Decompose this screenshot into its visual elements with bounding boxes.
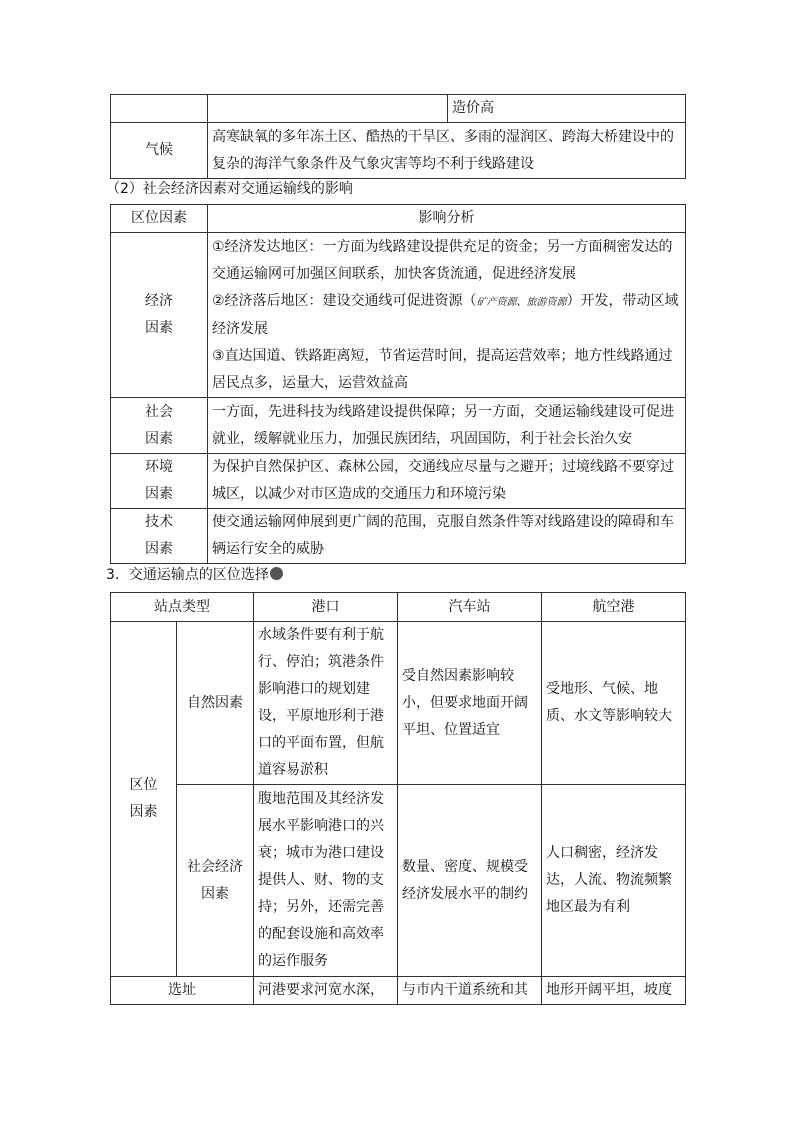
station-location-table <box>110 592 686 1005</box>
socioeconomic-table <box>110 204 686 564</box>
site-airport: 地形开阔平坦，坡度 <box>542 977 686 1005</box>
header-factor: 区位因素 <box>111 205 208 233</box>
site-port: 河港要求河宽水深， <box>254 977 398 1005</box>
section2-heading: （2）社会经济因素对交通运输线的影响 <box>106 181 353 197</box>
header-station-type: 站点类型 <box>111 593 254 622</box>
technology-analysis: 使交通运输网伸展到更广阔的范围，克服自然条件等对线路建设的障碍和车辆运行安全的威胁 <box>208 509 686 564</box>
climate-label: 气候 <box>111 123 208 179</box>
header-analysis: 影响分析 <box>208 205 686 233</box>
header-airport: 航空港 <box>542 593 686 622</box>
cost-cell: 造价高 <box>448 95 686 123</box>
technology-label: 技术 因素 <box>111 509 208 564</box>
environment-analysis: 为保护自然保护区、森林公园，交通线应尽量与之避开；过境线路不要穿过城区，以减少对市区造成的交通压力和环境污染 <box>208 454 686 509</box>
social-economic-label: 社会经济 因素 <box>177 785 254 977</box>
social-airport: 人口稠密，经济发达，人流、物流频繁地区最为有利 <box>542 785 686 977</box>
header-bus-station: 汽车站 <box>398 593 542 622</box>
economic-p1: ①经济发达地区：一方面为线路建设提供充足的资金；另一方面稠密发达的交通运输网可加强区间联系，加快客货流通，促进经济发展 <box>212 238 673 282</box>
empty-cell <box>208 95 448 123</box>
environment-label: 环境 因素 <box>111 454 208 509</box>
site-label: 选址 <box>111 977 254 1005</box>
site-bus: 与市内干道系统和其 <box>398 977 542 1005</box>
social-bus: 数量、密度、规模受经济发展水平的制约 <box>398 785 542 977</box>
climate-table <box>110 94 686 179</box>
empty-cell <box>111 95 208 123</box>
social-analysis: 一方面，先进科技为线路建设提供保障；另一方面，交通运输线建设可促进就业，缓解就业压力，加强民族团结，巩固国防，利于社会长治久安 <box>208 398 686 454</box>
climate-text: 高寒缺氧的多年冻土区、酷热的干旱区、多雨的湿润区、跨海大桥建设中的复杂的海洋气象条件及气象灾害等均不利于线路建设 <box>208 123 686 179</box>
natural-port: 水域条件要有利于航行、停泊；筑港条件影响港口的规划建设，平原地形利于港口的平面布置，但航道容易淤积 <box>254 622 398 785</box>
bullet-icon <box>270 567 283 580</box>
social-label: 社会 因素 <box>111 398 208 454</box>
social-port: 腹地范围及其经济发展水平影响港口的兴衰；城市为港口建设提供人、财、物的支持；另外，还需完善的配套设施和高效率的运作服务 <box>254 785 398 977</box>
natural-airport: 受地形、气候、地质、水文等影响较大 <box>542 622 686 785</box>
natural-bus: 受自然因素影响较小，但要求地面开阔平坦、位置适宜 <box>398 622 542 785</box>
natural-factors-label: 自然因素 <box>177 622 254 785</box>
location-factors-label: 区位 因素 <box>111 622 177 977</box>
economic-p3: ③直达国道、铁路距离短，节省运营时间，提高运营效率；地方性线路通过居民点多，运量大，运营效益高 <box>212 347 673 391</box>
header-port: 港口 <box>254 593 398 622</box>
economic-label: 经济 因素 <box>111 233 208 398</box>
section3-heading: 3．交通运输点的区位选择 <box>106 565 283 585</box>
economic-p2: ②经济落后地区：建设交通线可促进资源（矿产资源、旅游资源）开发，带动区域经济发展 <box>212 292 679 337</box>
economic-analysis <box>208 233 686 398</box>
